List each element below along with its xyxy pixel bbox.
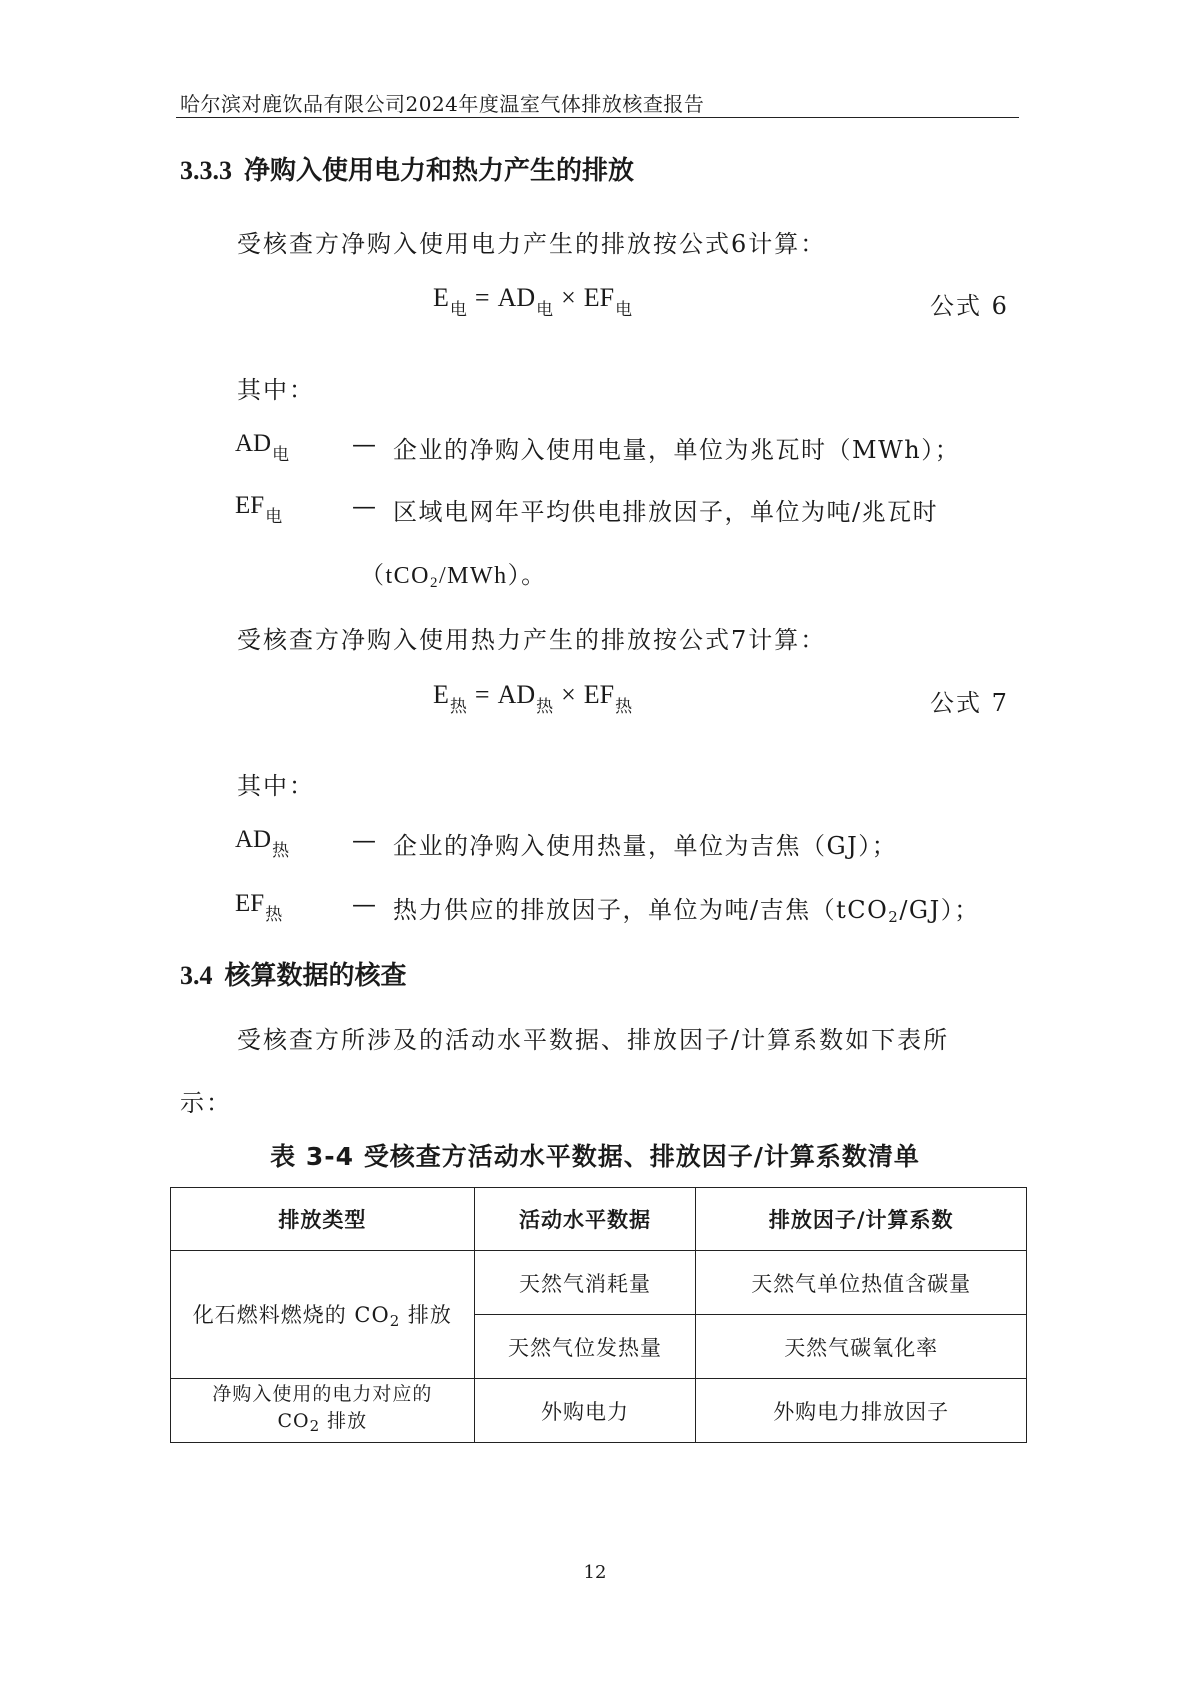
- definition-text: [393, 890, 980, 926]
- cell-text: CO: [277, 1410, 310, 1432]
- unit-text: /MWh）。: [439, 563, 547, 589]
- emission-type-cell: [171, 1251, 475, 1379]
- definition-symbol: [235, 826, 289, 861]
- definition-text: 区域电网年平均供电排放因子，单位为吨/兆瓦时: [393, 498, 939, 526]
- table-row: [171, 1251, 1027, 1315]
- formula-subscript: 热: [536, 697, 554, 717]
- formula-6: [433, 283, 632, 320]
- activity-cell: 天然气消耗量: [474, 1251, 696, 1315]
- formula-symbol: EF: [583, 283, 615, 312]
- cell-subscript: 2: [389, 1312, 401, 1330]
- formula-subscript: 热: [449, 697, 467, 717]
- table-row: [171, 1379, 1027, 1443]
- factor-cell: 天然气碳氧化率: [696, 1315, 1027, 1379]
- formula-symbol: AD: [497, 283, 536, 312]
- paragraph-heat-intro: 受核查方净购入使用热力产生的排放按公式7计算：: [237, 626, 827, 654]
- formula-operator: ×: [561, 680, 576, 709]
- formula-subscript: 热: [615, 697, 633, 717]
- symbol-subscript: 电: [272, 445, 290, 465]
- factor-cell: 外购电力排放因子: [696, 1379, 1027, 1443]
- section-number: 3.3.3: [180, 156, 232, 185]
- formula-subscript: 电: [449, 300, 467, 320]
- factor-cell: 天然气单位热值含碳量: [696, 1251, 1027, 1315]
- section-title: 净购入使用电力和热力产生的排放: [244, 156, 635, 186]
- definition-symbol: [235, 492, 282, 527]
- definition-continuation: [360, 555, 547, 592]
- section-heading-3-3-3: [180, 150, 634, 187]
- activity-factor-table: [170, 1187, 1027, 1443]
- formula-symbol: E: [433, 680, 449, 709]
- cell-text: 排放: [400, 1303, 452, 1327]
- formula-operator: =: [474, 680, 490, 709]
- definition-text-part: /GJ）；: [899, 896, 980, 924]
- formula-operator: ×: [561, 283, 576, 312]
- formula-operator: =: [474, 283, 490, 312]
- activity-cell: 天然气位发热量: [474, 1315, 696, 1379]
- unit-subscript: 2: [430, 575, 440, 591]
- column-header: 排放类型: [171, 1188, 475, 1251]
- definition-dash: —: [352, 430, 376, 458]
- cell-text: 排放: [320, 1410, 368, 1432]
- definition-dash: —: [352, 890, 376, 918]
- formula-symbol: EF: [583, 680, 615, 709]
- column-header: 活动水平数据: [474, 1188, 696, 1251]
- paragraph-electricity-intro: 受核查方净购入使用电力产生的排放按公式6计算：: [237, 230, 827, 258]
- definition-text: 企业的净购入使用热量，单位为吉焦（GJ）；: [393, 832, 898, 860]
- symbol-text: AD: [235, 826, 272, 853]
- formula-subscript: 电: [615, 300, 633, 320]
- section-title: 核算数据的核查: [224, 961, 407, 991]
- formula-label-6: 公式 6: [930, 292, 1009, 320]
- symbol-text: EF: [235, 492, 265, 519]
- symbol-text: EF: [235, 890, 265, 917]
- formula-symbol: E: [433, 283, 449, 312]
- table-caption: 表 3-4 受核查方活动水平数据、排放因子/计算系数清单: [270, 1142, 920, 1171]
- running-header: 哈尔滨对鹿饮品有限公司2024年度温室气体排放核查报告: [180, 92, 705, 116]
- formula-label-7: 公式 7: [930, 689, 1009, 717]
- where-label: 其中：: [237, 376, 315, 404]
- cell-subscript: 2: [309, 1417, 321, 1435]
- definition-text: 企业的净购入使用电量，单位为兆瓦时（MWh）；: [393, 436, 961, 464]
- definition-text-part: 热力供应的排放因子，单位为吨/吉焦（tCO: [393, 896, 889, 924]
- definition-subscript: 2: [888, 908, 900, 926]
- where-label: 其中：: [237, 772, 315, 800]
- cell-text: 净购入使用的电力对应的: [212, 1383, 433, 1405]
- header-rule: [176, 117, 1019, 118]
- symbol-subscript: 电: [265, 507, 283, 527]
- symbol-subscript: 热: [272, 841, 290, 861]
- formula-subscript: 电: [536, 300, 554, 320]
- symbol-text: AD: [235, 430, 272, 457]
- column-header: 排放因子/计算系数: [696, 1188, 1027, 1251]
- symbol-subscript: 热: [265, 905, 283, 925]
- definition-symbol: [235, 430, 289, 465]
- cell-text: 化石燃料燃烧的 CO: [192, 1303, 390, 1327]
- page-number: 12: [583, 1562, 607, 1583]
- section-number: 3.4: [180, 961, 213, 990]
- section-heading-3-4: [180, 955, 407, 992]
- paragraph-table-intro-line2: 示：: [180, 1089, 232, 1117]
- definition-dash: —: [352, 492, 376, 520]
- emission-type-cell: [171, 1379, 475, 1443]
- unit-text: （tCO: [360, 563, 431, 589]
- table-header-row: [171, 1188, 1027, 1251]
- activity-cell: 外购电力: [474, 1379, 696, 1443]
- definition-dash: —: [352, 826, 376, 854]
- definition-symbol: [235, 890, 282, 925]
- formula-7: [433, 680, 632, 717]
- paragraph-table-intro-line1: 受核查方所涉及的活动水平数据、排放因子/计算系数如下表所: [237, 1026, 950, 1054]
- formula-symbol: AD: [497, 680, 536, 709]
